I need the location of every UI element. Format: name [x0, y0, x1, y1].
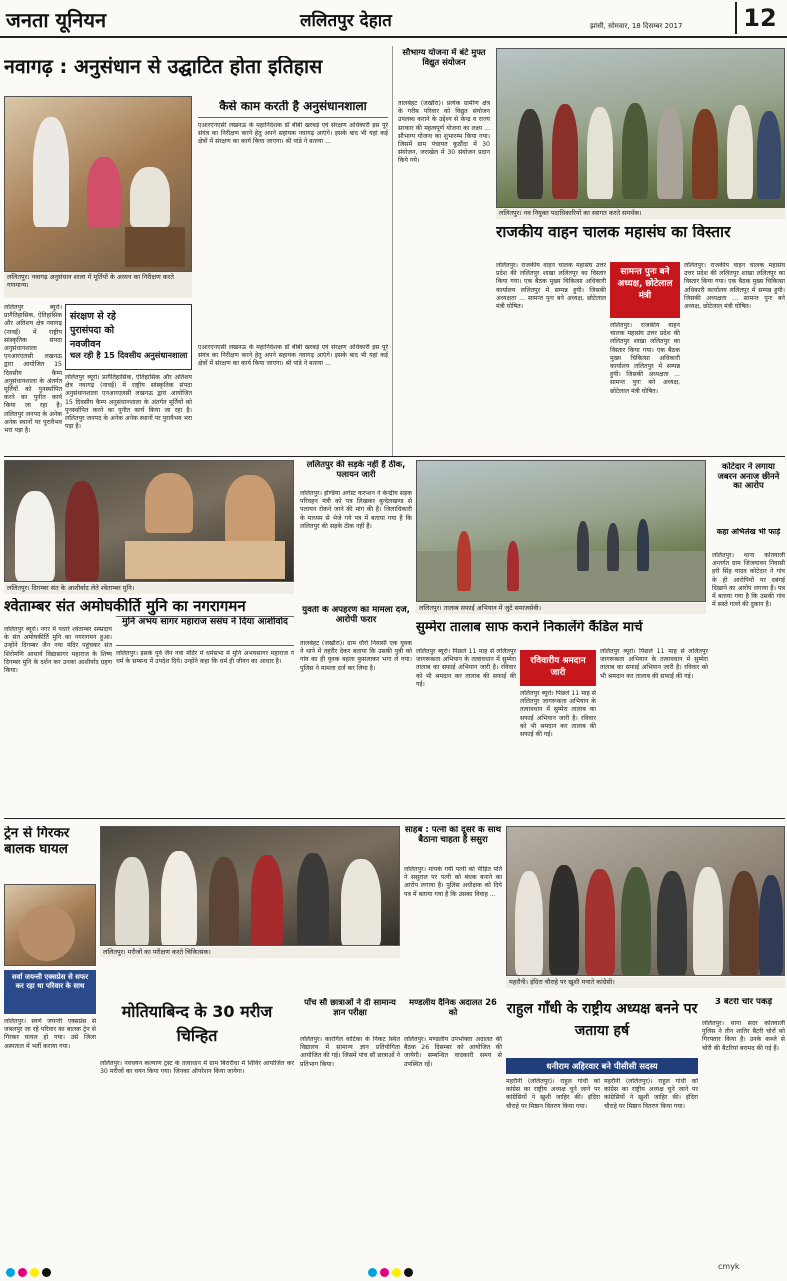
muni-headline: श्वेताम्बर संत अमोघकीर्ति मुनि का नगरागमन — [4, 598, 246, 615]
rahul-headline: राहुल गाँधी के राष्ट्रीय अध्यक्ष बनने पर जताया हर्ष — [506, 1001, 698, 1039]
masthead-dateline: झांसी, सोमवार, 18 दिसम्बर 2017 — [590, 22, 683, 30]
kotedar-headline: कोटेदार ने लगाया जबरन अनाज छीनने का आरोप — [717, 462, 780, 491]
train-body: ललितपुर। स्वर्ण जयन्ती एक्सप्रेस से जबलपुर जा रहे परिवार का बालक ट्रेन से गिरकर घायल हो गया। उसे जिला अस्पताल में भर्ती कराया गया। — [4, 1018, 96, 1050]
lead-body-col3: एआरएनएसी लखनऊ के महानिदेशक डॉ बीबी खरबड़े एवं संरक्षण अधिकारी इस पूरे संयंत्र का निरीक्षण करने हेतु अपने सहायक नवागढ़ आएंगे। इसके बाद भी यहां कई क्षेत्रों में संरक्षण का कार्य किया जाएगा। श्री पांडे ने बताया ... — [198, 344, 388, 368]
swagat-photo — [496, 48, 785, 208]
rahul-body-col1: महरौनी (ललितपुर)। राहुल गांधी को कांग्रेस का राष्ट्रीय अध्यक्ष चुने जाने पर कांग्रेसियों ने खुशी जाहिर की। इंदिरा चौराहे पर मिष्ठान वितरण किया गया। — [506, 1078, 600, 1110]
vahan-body-col3: ललितपुर। राजकीय वाहन चालक महासंघ उत्तर प्रदेश की ललितपुर शाखा ललितपुर का विस्तार किया गया। एक बैठक मुख्य चिकित्सा अधिकारी कार्यालय ललितपुर में सम्पन्न हुयी। जिसकी अध्यक्षता ... सामन्त पुनः बने अध्यक्ष, छोटेलाल मंत्री घोषित। — [684, 262, 785, 311]
train-banner: सर्वा जयन्ती एक्सप्रेस से सफर कर रहा था परिवार के साथ — [4, 970, 96, 1014]
swagat-photo-caption: ललितपुर। नव नियुक्त पदाधिकारियों का स्वागत करते समर्थक। — [496, 208, 785, 219]
batteries-body: ललितपुर। थाना सदर कोतवाली पुलिस ने तीन शातिर बैटरी चोरों को गिरफ्तार किया है। उनके कब्जे से चोरी की बैटरियां बरामद की गई हैं। — [702, 1020, 785, 1052]
kotedar-subline: कहा अभिलेख भी फाड़े — [716, 528, 781, 536]
train-headline: ट्रेन से गिरकर बालक घायल — [4, 826, 70, 857]
muni-photo-caption: ललितपुर। दिगम्बर संत के आशीर्वाद लेते श्वेताम्बर मुनि। — [4, 583, 294, 594]
muni-body: ललितपुर ब्यूरो। नगर में पधारे श्वेताम्बर सम्प्रदाय के संत अमोघकीर्ति मुनि का नगरागमन हुआ। उन्होंने दिगम्बर जैन नया मंदिर पहुंचकर संत शिरोमणि आचार्य विद्यासागर महाराज के शिष्य दिगम्बर मुनि के दर्शन कर उनका आशीर्वाद ग्रहण किया। — [4, 626, 112, 675]
saheb-headline: साहब : पत्नी को दूसरे के साथ बैठाना चाहता है ससुरा — [404, 826, 502, 845]
lead-body-col1: ललितपुर ब्यूरो। प्रागैतिहासिक, ऐतिहासिक और अतिशय क्षेत्र नवागढ़ (नावई) में राष्ट्रीय सांस्कृतिक संपदा अनुसंधानशाला एनआरएलसी लखनऊ द्वारा आयोजित 15 दिवसीय कैम्प अनुसंधानशाला के अंतर्गत मूर्तियों को पुनर्स्थापित करने का पुनीत कार्य किया जा रहा है। ललितपुर जनपद के अनेक अनेक स्थानों पर पुरावैभव भरा पड़ा है। — [4, 304, 62, 435]
box-right-text: पुरासंपदा को — [70, 325, 115, 336]
adalat-body: ललितपुर। मण्डलीय उपभोक्ता अदालत की बैठक 26 दिसम्बर को आयोजित की जायेगी। सम्बन्धित वादकारी समय से उपस्थित रहें। — [404, 1036, 502, 1068]
vahan-body-col2: ललितपुर। राजकीय वाहन चालक महासंघ उत्तर प्रदेश की ललितपुर शाखा ललितपुर का विस्तार किया गया। एक बैठक मुख्य चिकित्सा अधिकारी कार्यालय ललितपुर में सम्पन्न हुयी। जिसकी अध्यक्षता ... सामन्त पुनः बने अध्यक्ष, छोटेलाल मंत्री घोषित। — [610, 322, 680, 395]
bijli-body: तालबेहट (जखौरा)। प्रत्येक ग्रामीण क्षेत्र के गरीब परिवार को विद्युत संयोजन उपलब्ध कराने के उद्देश्य से केन्द्र व राज्य सरकार की महत्वपूर्ण योजना का लक्ष्य ... सौभाग्य योजना का शुभारम्भ किया गया। जिसमें ग्राम पंचायत कुठौंदा में 30 संयोजन, जराखेल में 30 संयोजन प्रदान किये गये। — [398, 100, 490, 165]
page-number: 12 — [735, 2, 783, 34]
vahan-highlight: सामन्त पुनः बने अध्यक्ष, छोटेलाल मंत्री — [610, 262, 680, 318]
masthead — [0, 0, 787, 38]
sumera-headline: सुम्मेरा तालाब साफ कराने निकालेंगे कैंडिल मार्च — [416, 620, 643, 635]
lead-sub-text: एआरएनएसी लखनऊ के महानिदेशक डॉ बीबी खरबड़े एवं संरक्षण अधिकारी इस पूरे संयंत्र का निरीक्षण करने हेतु अपने सहायक नवागढ़ आएंगे। इसके बाद भी यहां कई क्षेत्रों में संरक्षण का कार्य किया जाएगा। श्री पांडे ने बताया ... — [198, 122, 388, 146]
camp-photo-caption: ललितपुर। मरीजों का परीक्षण करते चिकित्सक। — [100, 947, 400, 958]
masthead-left-title: जनता यूनियन — [6, 8, 107, 32]
indira-photo — [506, 826, 785, 976]
footer-registration-center — [368, 1262, 416, 1281]
rahul-highlight: धनीराम अहिरवार बने पीसीसी सदस्य — [506, 1058, 698, 1074]
train-photo — [4, 884, 96, 966]
rahul-body-col2: महरौनी (ललितपुर)। राहुल गांधी को कांग्रेस का राष्ट्रीय अध्यक्ष चुने जाने पर कांग्रेसियों ने खुशी जाहिर की। इंदिरा चौराहे पर मिष्ठान वितरण किया गया। — [604, 1078, 698, 1110]
lead-highlight-box — [65, 304, 192, 370]
lead-photo-caption: ललितपुर। नवागढ़ अनुसंधान शाला में मूर्तियों के अध्यन का निरीक्षण करते गणमान्य। — [4, 272, 192, 298]
saheb-body: ललितपुर। मायके गयी पत्नी को पीड़ित पति ने ससुराल पर पत्नी को बंधक बनाने का आरोप लगाया है। पुलिस अधीक्षक को दिये पत्र में बताया गया है कि उसका विवाह ... — [404, 866, 502, 898]
footer-registration-left — [6, 1262, 54, 1281]
pravesh-headline: पाँच सौ छात्राओं ने दी सामान्य ज्ञान परीक्षा — [304, 998, 396, 1017]
vahan-body-col1: ललितपुर। राजकीय वाहन चालक महासंघ उत्तर प्रदेश की ललितपुर शाखा ललितपुर का विस्तार किया गया। एक बैठक मुख्य चिकित्सा अधिकारी कार्यालय ललितपुर में सम्पन्न हुयी। जिसकी अध्यक्षता ... सामन्त पुनः बने अध्यक्ष, छोटेलाल मंत्री घोषित। — [496, 262, 606, 311]
lead-body-col2: ललितपुर ब्यूरो। प्रागैतिहासिक, ऐतिहासिक और अतिशय क्षेत्र नवागढ़ (नावई) में राष्ट्रीय सांस्कृतिक संपदा अनुसंधानशाला एनआरएलसी लखनऊ द्वारा आयोजित 15 दिवसीय कैम्प अनुसंधानशाला के अंतर्गत मूर्तियों को पुनर्स्थापित करने का पुनीत कार्य किया जा रहा है। ललितपुर जनपद के अनेक अनेक स्थानों पर पुरावैभव भरा पड़ा है। — [65, 374, 192, 431]
batteries-headline: 3 बैटरी चोर पकड़े — [714, 998, 773, 1007]
footer-cmyk-label: cmyk — [718, 1262, 740, 1271]
lead-headline: नवागढ़ : अनुसंधान से उद्घाटित होता इतिहास — [4, 56, 323, 78]
box-bottom-text: चल रही है 15 दिवसीय अनुसंधानशाला — [70, 350, 188, 360]
box-left-text: संरक्षण से रहे — [70, 311, 116, 322]
muni-sub-body: ललितपुर। इसके पूर्व जैन नवा मंदिर में धर्मसभा में मुनि अभयसागर महाराज ने धर्म के सम्बन्ध में उपदेश दिये। उन्होंने कहा कि धर्म ही जीवन का आधार है। — [116, 650, 294, 666]
sumera-body-col3: ललितपुर ब्यूरो। पिछले 11 माह से ललितपुर जागरूकता अभियान के तत्वावधान में सुम्मेरा तालाब का सफाई अभियान जारी है। रविवार को भी श्रमदान कर तालाब की सफाई की गई। — [600, 648, 708, 680]
pravesh-body: ललितपुर। कारगिल वाटिका के निकट स्थित विद्यालय में सामान्य ज्ञान प्रतियोगिता आयोजित की गई। जिसमें पांच सौ छात्राओं ने प्रतिभाग किया। — [300, 1036, 400, 1068]
sadak-body: ललितपुर। इण्डिया अगेंस्ट करप्शन ने केन्द्रीय सड़क परिवहन मंत्री को पत्र लिखकर बुन्देलखण्ड से पलायन रोकने जाने की मांग की है। जिलाधिकारी के माध्यम से भेजे गये पत्र में बताया गया है कि ललितपुर की सड़के ठीक नहीं हैं। — [300, 490, 412, 530]
motiya-headline: मोतियाबिन्द के 30 मरीज चिन्हित — [121, 1002, 273, 1045]
muni-photo — [4, 460, 294, 582]
indira-photo-caption: महरौनी। इंदिरा चौराहे पर खुशी मनाते कांग्रेसी। — [506, 977, 785, 988]
sadak-headline: ललितपुर की सड़के नहीं हैं ठीक, पलायन जारी — [306, 460, 406, 479]
vahan-headline: राजकीय वाहन चालक महासंघ का विस्तार — [496, 224, 731, 241]
masthead-section: ललितपुर देहात — [300, 11, 392, 31]
sumera-highlight: रविवारीय श्रमदान जारी — [520, 650, 596, 686]
lead-sub-headline: कैसे काम करती है अनुसंधानशाला — [198, 100, 388, 118]
yuvati-body: तालबेहट (जखौरा)। ग्राम धौर्रा निवासी एक युवक ने थाने में तहरीर देकर बताया कि उसकी पुत्री को गांव का ही युवक बहला फुसलाकर भगा ले गया। पुलिस ने मामला दर्ज कर लिया है। — [300, 640, 412, 672]
talab-photo-caption: ललितपुर। तालाब सफाई अभियान में जुटे समाजसेवी। — [416, 603, 706, 614]
yuvati-headline: युवती के अपहरण का मामला दर्ज, आरोपी फरार — [302, 606, 410, 625]
lead-photo — [4, 96, 192, 272]
camp-photo — [100, 826, 400, 946]
bijli-headline: सौभाग्य योजना में बंटे मुफ्त विद्युत संयोजन — [402, 48, 486, 67]
kotedar-body: ललितपुर। थाना कोतवाली अन्तर्गत ग्राम जिजयावन निवासी हरी सिंह यादव कोटेदार ने गांव के ही आरोपियों पर दबंगई दिखाने का आरोप लगाया है। पत्र में बताया गया है कि उसकी गांव में सस्ते गल्ले की दुकान है। — [712, 552, 785, 609]
motiya-body: ललितपुर। नवचयन कल्याण ट्रस्ट के तत्वाधान में ग्राम बिरारीधा में शिविर आयोजित कर 30 मरीजों का चयन किया गया। जिनका ऑपरेशन किया जायेगा। — [100, 1060, 294, 1076]
adalat-headline: मण्डलीय दैनिक अदालत 26 को — [409, 998, 497, 1017]
talab-photo — [416, 460, 706, 602]
sumera-body-col1: ललितपुर ब्यूरो। पिछले 11 माह से ललितपुर जागरूकता अभियान के तत्वावधान में सुम्मेरा तालाब का सफाई अभियान जारी है। रविवार को भी श्रमदान कर तालाब की सफाई की गई। — [416, 648, 516, 688]
sumera-body-col2: ललितपुर ब्यूरो। पिछले 11 माह से ललितपुर जागरूकता अभियान के तत्वावधान में सुम्मेरा तालाब का सफाई अभियान जारी है। रविवार को भी श्रमदान कर तालाब की सफाई की गई। — [520, 690, 596, 739]
box-left-text-2: नवजीवन — [70, 339, 101, 350]
muni-sub-headline: मुनि अभय सागर महाराज ससंघ ने दिया आशीर्वाद — [116, 616, 294, 646]
